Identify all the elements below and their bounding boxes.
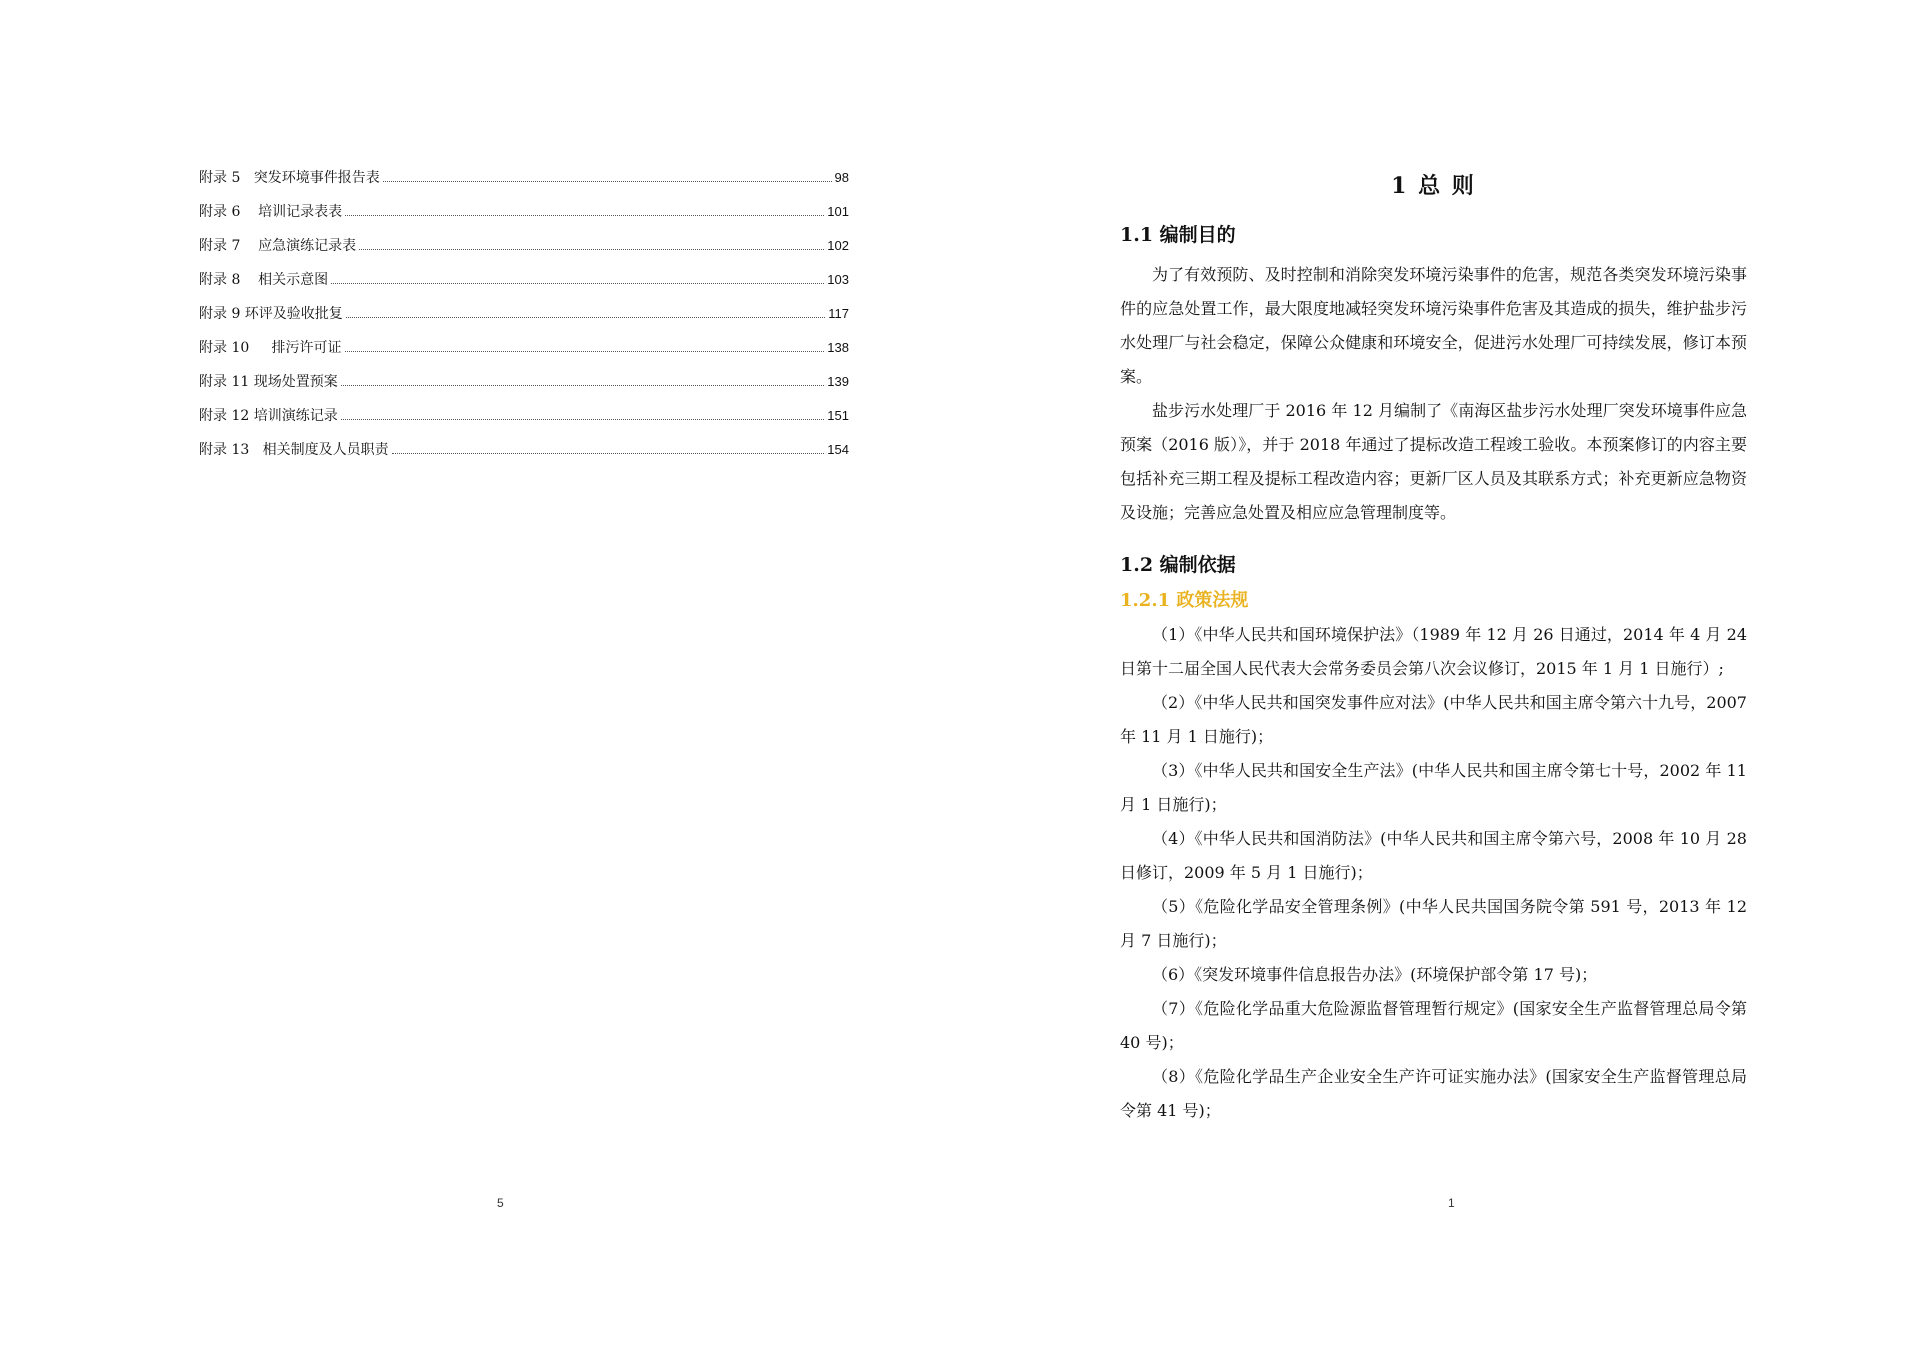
law-list-item: （8）《危险化学品生产企业安全生产许可证实施办法》(国家安全生产监督管理总局令第 41 号)； [1120, 1067, 1747, 1120]
toc-leader-dots [345, 214, 824, 216]
toc-leader-dots [383, 180, 832, 182]
chapter-title: 1 总 则 [1391, 173, 1476, 199]
toc-entry-page: 102 [827, 238, 849, 253]
toc-entry-page: 103 [827, 272, 849, 287]
section-heading-1-2: 1.2 编制依据 [1120, 554, 1236, 576]
toc-entry-page: 98 [834, 170, 849, 185]
law-list-item: （7）《危险化学品重大危险源监督管理暂行规定》(国家安全生产监督管理总局令第 40 号)； [1120, 999, 1747, 1052]
law-list-item: （1）《中华人民共和国环境保护法》（1989 年 12 月 26 日通过，2014 年 4 月 24 日第十二届全国人民代表大会常务委员会第八次会议修订，2015 年 1 月 1 日施行）; [1120, 625, 1747, 678]
paragraph: 为了有效预防、及时控制和消除突发环境污染事件的危害，规范各类突发环境污染事件的应急处置工作，最大限度地减轻突发环境污染事件危害及其造成的损失，维护盐步污水处理厂与社会稳定，保障公众健康和环境安全，促进污水处理厂可持续发展，修订本预案。 [1120, 265, 1747, 386]
section-heading-1-1: 1.1 编制目的 [1120, 224, 1236, 246]
toc-entry-label: 附录 8 相关示意图 [199, 272, 329, 288]
page-number: 5 [497, 1196, 504, 1210]
toc-entry-page: 101 [827, 204, 849, 219]
law-list-item: （4）《中华人民共和国消防法》(中华人民共和国主席令第六号，2008 年 10 月 28 日修订，2009 年 5 月 1 日施行)； [1120, 829, 1747, 882]
law-list-item: （6）《突发环境事件信息报告办法》(环境保护部令第 17 号)； [1152, 965, 1598, 984]
toc-entry[interactable] [199, 202, 849, 236]
toc-leader-dots [346, 316, 825, 318]
toc-leader-dots [359, 248, 824, 250]
toc-entry-label: 附录 12 培训演练记录 [199, 408, 338, 424]
toc-entry-label: 附录 11 现场处置预案 [199, 374, 338, 390]
toc-leader-dots [341, 418, 825, 420]
toc-entry-page: 138 [827, 340, 849, 355]
right-page [960, 0, 1920, 1358]
toc-entry[interactable] [199, 372, 849, 406]
page-number: 1 [1448, 1196, 1455, 1210]
law-list-item: （5）《危险化学品安全管理条例》(中华人民共国国务院令第 591 号，2013 年 12 月 7 日施行)； [1120, 897, 1747, 950]
toc-entry[interactable] [199, 440, 849, 474]
toc-leader-dots [341, 384, 825, 386]
toc-entry-label: 附录 6 培训记录表表 [199, 204, 343, 220]
subsection-heading-1-2-1: 1.2.1 政策法规 [1120, 590, 1249, 611]
toc-entry[interactable] [199, 304, 849, 338]
toc-entry[interactable] [199, 270, 849, 304]
toc-entry[interactable] [199, 236, 849, 270]
toc-entry[interactable] [199, 168, 849, 202]
page-content [1120, 168, 1747, 1128]
toc-entry-page: 139 [827, 374, 849, 389]
toc-entry-label: 附录 7 应急演练记录表 [199, 238, 357, 254]
toc-entry-page: 154 [827, 442, 849, 457]
toc-leader-dots [345, 350, 825, 352]
law-list-item: （3）《中华人民共和国安全生产法》(中华人民共和国主席令第七十号，2002 年 11 月 1 日施行)； [1120, 761, 1747, 814]
toc-entry-label: 附录 10 排污许可证 [199, 340, 342, 356]
toc-entry-label: 附录 9 环评及验收批复 [199, 306, 343, 322]
toc-entry[interactable] [199, 338, 849, 372]
toc-leader-dots [331, 282, 824, 284]
toc-entry[interactable] [199, 406, 849, 440]
toc-entry-page: 151 [827, 408, 849, 423]
toc-entry-label: 附录 13 相关制度及人员职责 [199, 442, 389, 458]
paragraph: 盐步污水处理厂于 2016 年 12 月编制了《南海区盐步污水处理厂突发环境事件应急预案（2016 版）》，并于 2018 年通过了提标改造工程竣工验收。本预案修订的内容主要包括补充三期工程及提标工程改造内容；更新厂区人员及其联系方式；补充更新应急物资及设施；完善应急处置及相应应急管理制度等。 [1120, 401, 1747, 522]
law-list-item: （2）《中华人民共和国突发事件应对法》(中华人民共和国主席令第六十九号，2007 年 11 月 1 日施行)； [1120, 693, 1747, 746]
toc-leader-dots [392, 452, 825, 454]
table-of-contents [199, 168, 849, 474]
toc-entry-page: 117 [828, 306, 849, 321]
toc-entry-label: 附录 5 突发环境事件报告表 [199, 170, 380, 186]
